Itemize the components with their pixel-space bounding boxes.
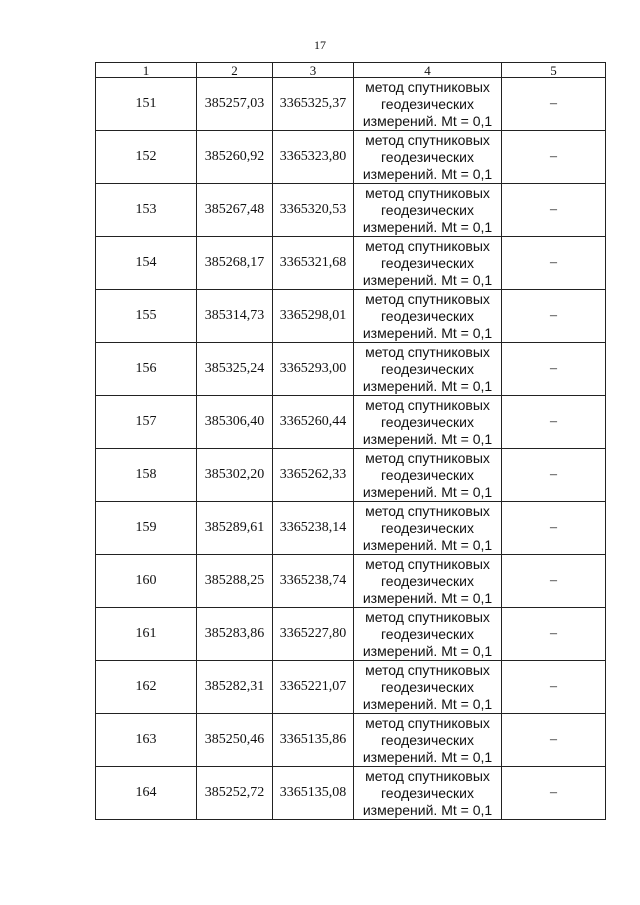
table-row xyxy=(96,290,606,343)
method-line: метод спутниковых xyxy=(365,608,490,625)
method-line: геодезических xyxy=(381,95,474,112)
method-line: метод спутниковых xyxy=(365,767,490,784)
method-line: геодезических xyxy=(381,201,474,218)
method-line: геодезических xyxy=(381,625,474,642)
x-coordinate-cell: 385314,73 xyxy=(197,290,273,343)
method-line: измерений. Mt = 0,1 xyxy=(362,748,493,765)
x-coordinate-cell: 385289,61 xyxy=(197,502,273,555)
note-cell: – xyxy=(502,767,606,820)
table-row xyxy=(96,767,606,820)
method-line: измерений. Mt = 0,1 xyxy=(362,536,493,553)
x-coordinate-cell: 385257,03 xyxy=(197,78,273,131)
method-line: измерений. Mt = 0,1 xyxy=(362,801,493,818)
y-coordinate-cell: 3365260,44 xyxy=(273,396,354,449)
y-coordinate-cell: 3365221,07 xyxy=(273,661,354,714)
method-cell xyxy=(354,661,502,714)
y-coordinate-cell: 3365293,00 xyxy=(273,343,354,396)
column-header: 1 xyxy=(96,63,197,78)
note-cell: – xyxy=(502,184,606,237)
method-line: метод спутниковых xyxy=(365,343,490,360)
table-row xyxy=(96,661,606,714)
x-coordinate-cell: 385283,86 xyxy=(197,608,273,661)
method-cell xyxy=(354,237,502,290)
method-line: геодезических xyxy=(381,254,474,271)
method-line: геодезических xyxy=(381,466,474,483)
method-line: метод спутниковых xyxy=(365,184,490,201)
table-row xyxy=(96,608,606,661)
point-number-cell: 159 xyxy=(96,502,197,555)
table-row xyxy=(96,237,606,290)
note-cell: – xyxy=(502,449,606,502)
method-line: метод спутниковых xyxy=(365,237,490,254)
method-line: геодезических xyxy=(381,678,474,695)
point-number-cell: 156 xyxy=(96,343,197,396)
method-line: метод спутниковых xyxy=(365,714,490,731)
point-number-cell: 151 xyxy=(96,78,197,131)
note-cell: – xyxy=(502,131,606,184)
method-cell xyxy=(354,131,502,184)
x-coordinate-cell: 385306,40 xyxy=(197,396,273,449)
method-line: геодезических xyxy=(381,784,474,801)
y-coordinate-cell: 3365321,68 xyxy=(273,237,354,290)
note-cell: – xyxy=(502,608,606,661)
y-coordinate-cell: 3365325,37 xyxy=(273,78,354,131)
table-row xyxy=(96,78,606,131)
method-line: метод спутниковых xyxy=(365,290,490,307)
note-cell: – xyxy=(502,502,606,555)
note-cell: – xyxy=(502,78,606,131)
point-number-cell: 163 xyxy=(96,714,197,767)
table-row xyxy=(96,449,606,502)
x-coordinate-cell: 385302,20 xyxy=(197,449,273,502)
method-line: измерений. Mt = 0,1 xyxy=(362,642,493,659)
method-cell xyxy=(354,555,502,608)
table-header-row xyxy=(96,63,606,78)
page-number: 17 xyxy=(314,38,326,52)
note-cell: – xyxy=(502,290,606,343)
method-line: метод спутниковых xyxy=(365,502,490,519)
column-header: 4 xyxy=(354,63,502,78)
y-coordinate-cell: 3365135,86 xyxy=(273,714,354,767)
column-header: 2 xyxy=(197,63,273,78)
point-number-cell: 152 xyxy=(96,131,197,184)
note-cell: – xyxy=(502,555,606,608)
method-line: измерений. Mt = 0,1 xyxy=(362,430,493,447)
y-coordinate-cell: 3365135,08 xyxy=(273,767,354,820)
method-line: метод спутниковых xyxy=(365,555,490,572)
method-line: геодезических xyxy=(381,731,474,748)
x-coordinate-cell: 385260,92 xyxy=(197,131,273,184)
table-row xyxy=(96,396,606,449)
point-number-cell: 154 xyxy=(96,237,197,290)
method-cell xyxy=(354,608,502,661)
method-line: измерений. Mt = 0,1 xyxy=(362,695,493,712)
table-row xyxy=(96,555,606,608)
method-line: метод спутниковых xyxy=(365,131,490,148)
method-cell xyxy=(354,184,502,237)
note-cell: – xyxy=(502,714,606,767)
y-coordinate-cell: 3365323,80 xyxy=(273,131,354,184)
method-line: метод спутниковых xyxy=(365,661,490,678)
y-coordinate-cell: 3365227,80 xyxy=(273,608,354,661)
y-coordinate-cell: 3365238,14 xyxy=(273,502,354,555)
method-cell xyxy=(354,78,502,131)
table-row xyxy=(96,714,606,767)
x-coordinate-cell: 385252,72 xyxy=(197,767,273,820)
y-coordinate-cell: 3365298,01 xyxy=(273,290,354,343)
x-coordinate-cell: 385250,46 xyxy=(197,714,273,767)
x-coordinate-cell: 385282,31 xyxy=(197,661,273,714)
method-cell xyxy=(354,502,502,555)
method-line: геодезических xyxy=(381,413,474,430)
point-number-cell: 164 xyxy=(96,767,197,820)
method-cell xyxy=(354,290,502,343)
note-cell: – xyxy=(502,237,606,290)
method-cell xyxy=(354,714,502,767)
point-number-cell: 157 xyxy=(96,396,197,449)
method-line: измерений. Mt = 0,1 xyxy=(362,271,493,288)
method-line: геодезических xyxy=(381,519,474,536)
y-coordinate-cell: 3365320,53 xyxy=(273,184,354,237)
method-line: геодезических xyxy=(381,148,474,165)
x-coordinate-cell: 385325,24 xyxy=(197,343,273,396)
method-cell xyxy=(354,396,502,449)
method-line: метод спутниковых xyxy=(365,449,490,466)
method-line: метод спутниковых xyxy=(365,396,490,413)
method-cell xyxy=(354,449,502,502)
x-coordinate-cell: 385268,17 xyxy=(197,237,273,290)
method-line: измерений. Mt = 0,1 xyxy=(362,483,493,500)
x-coordinate-cell: 385267,48 xyxy=(197,184,273,237)
method-line: измерений. Mt = 0,1 xyxy=(362,218,493,235)
y-coordinate-cell: 3365262,33 xyxy=(273,449,354,502)
point-number-cell: 158 xyxy=(96,449,197,502)
method-line: измерений. Mt = 0,1 xyxy=(362,165,493,182)
column-header: 3 xyxy=(273,63,354,78)
method-line: геодезических xyxy=(381,572,474,589)
table-row xyxy=(96,131,606,184)
y-coordinate-cell: 3365238,74 xyxy=(273,555,354,608)
note-cell: – xyxy=(502,396,606,449)
point-number-cell: 155 xyxy=(96,290,197,343)
method-line: метод спутниковых xyxy=(365,78,490,95)
table-row xyxy=(96,184,606,237)
method-cell xyxy=(354,767,502,820)
method-line: измерений. Mt = 0,1 xyxy=(362,589,493,606)
method-line: геодезических xyxy=(381,307,474,324)
method-cell xyxy=(354,343,502,396)
coordinates-table xyxy=(95,62,606,820)
method-line: измерений. Mt = 0,1 xyxy=(362,324,493,341)
table-row xyxy=(96,502,606,555)
point-number-cell: 153 xyxy=(96,184,197,237)
note-cell: – xyxy=(502,661,606,714)
method-line: геодезических xyxy=(381,360,474,377)
point-number-cell: 161 xyxy=(96,608,197,661)
note-cell: – xyxy=(502,343,606,396)
point-number-cell: 162 xyxy=(96,661,197,714)
point-number-cell: 160 xyxy=(96,555,197,608)
method-line: измерений. Mt = 0,1 xyxy=(362,377,493,394)
x-coordinate-cell: 385288,25 xyxy=(197,555,273,608)
table-body xyxy=(96,78,606,820)
column-header: 5 xyxy=(502,63,606,78)
table-row xyxy=(96,343,606,396)
method-line: измерений. Mt = 0,1 xyxy=(362,112,493,129)
